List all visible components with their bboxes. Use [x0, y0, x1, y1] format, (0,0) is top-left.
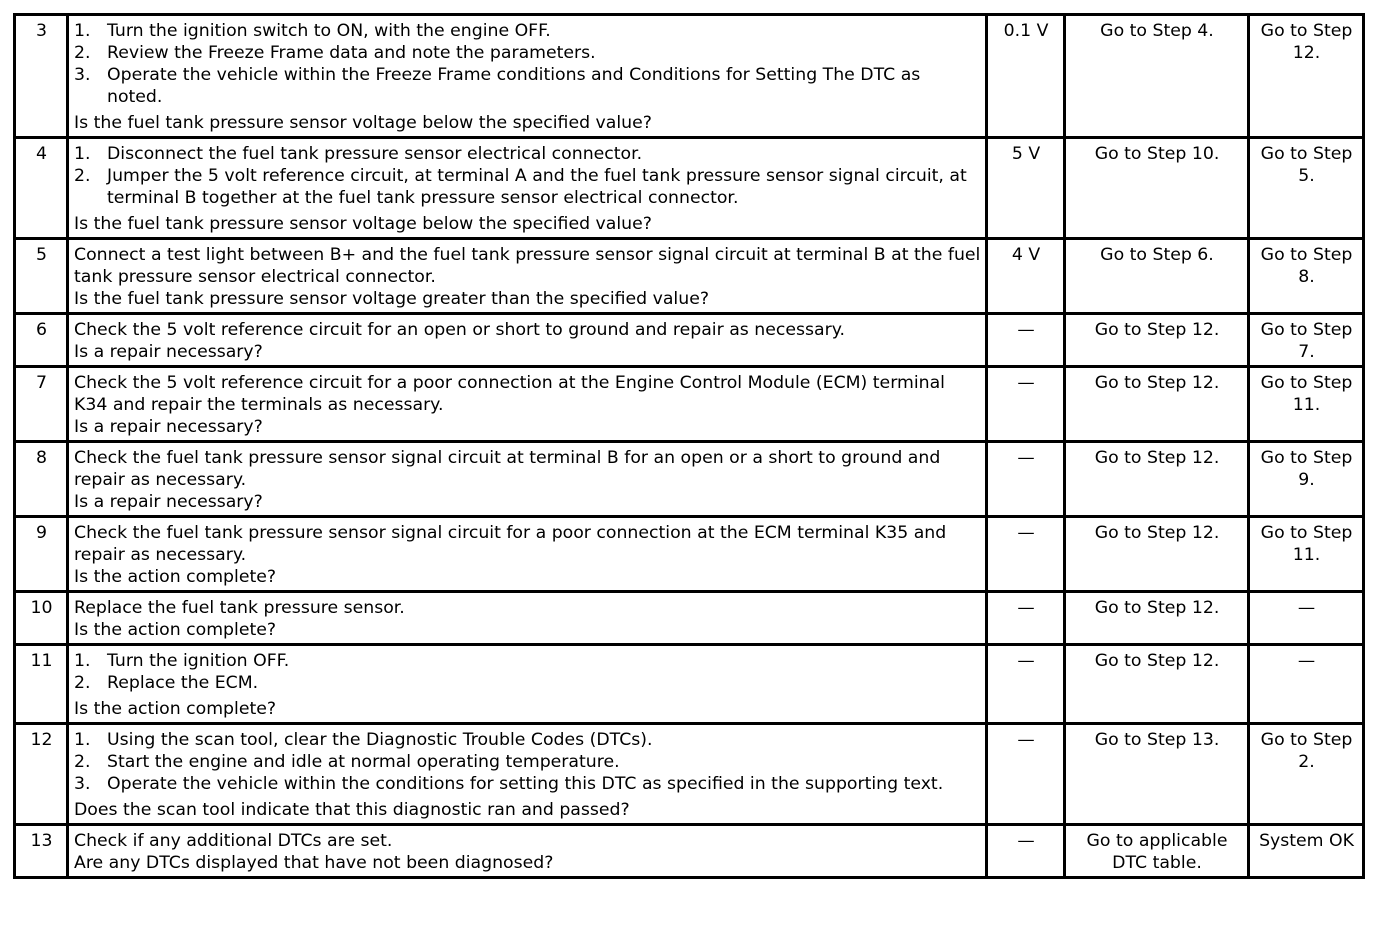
action-text-line: Are any DTCs displayed that have not been diagnosed? — [74, 853, 554, 873]
spec-value: — — [987, 825, 1065, 878]
action-item-number: 3. — [74, 65, 91, 85]
action-list-item — [74, 650, 981, 672]
step-action — [68, 825, 987, 878]
action-item-text: Replace the ECM. — [107, 673, 259, 693]
table-row — [15, 239, 1364, 314]
action-text-line: Connect a test light between B+ and the fuel tank pressure sensor signal circuit at terminal B at the fuel tank pressure sensor electrical connector. — [74, 245, 981, 287]
step-number: 8 — [15, 442, 68, 517]
action-list-item — [74, 64, 981, 108]
action-text-line: Is the action complete? — [74, 620, 277, 640]
yes-result: Go to Step 12. — [1065, 517, 1249, 592]
spec-value: — — [987, 645, 1065, 724]
action-text-line: Check the 5 volt reference circuit for an open or short to ground and repair as necessary. — [74, 320, 845, 340]
action-list-item — [74, 143, 981, 165]
action-text-line: Replace the fuel tank pressure sensor. — [74, 598, 405, 618]
yes-result: Go to Step 12. — [1065, 314, 1249, 367]
action-item-text: Jumper the 5 volt reference circuit, at terminal A and the fuel tank pressure sensor signal circuit, at terminal B together at the fuel tank pressure sensor electrical connector. — [107, 166, 967, 208]
action-item-number: 1. — [74, 730, 91, 750]
no-result: Go to Step 8. — [1249, 239, 1364, 314]
action-list-item — [74, 751, 981, 773]
action-item-number: 1. — [74, 144, 91, 164]
action-text-line: Is a repair necessary? — [74, 417, 263, 437]
no-result: Go to Step 5. — [1249, 138, 1364, 239]
no-result: System OK — [1249, 825, 1364, 878]
spec-value: — — [987, 592, 1065, 645]
yes-result: Go to applicable DTC table. — [1065, 825, 1249, 878]
no-result: Go to Step 11. — [1249, 517, 1364, 592]
no-result: Go to Step 12. — [1249, 15, 1364, 138]
table-row — [15, 645, 1364, 724]
yes-result: Go to Step 4. — [1065, 15, 1249, 138]
action-item-text: Review the Freeze Frame data and note the parameters. — [107, 43, 596, 63]
table-row — [15, 367, 1364, 442]
action-item-number: 1. — [74, 21, 91, 41]
step-number: 7 — [15, 367, 68, 442]
action-item-number: 2. — [74, 43, 91, 63]
action-list-item — [74, 165, 981, 209]
action-item-text: Turn the ignition OFF. — [107, 651, 290, 671]
step-number: 6 — [15, 314, 68, 367]
step-action — [68, 592, 987, 645]
table-row — [15, 825, 1364, 878]
no-result: Go to Step 7. — [1249, 314, 1364, 367]
no-result: Go to Step 2. — [1249, 724, 1364, 825]
yes-result: Go to Step 12. — [1065, 442, 1249, 517]
step-action — [68, 724, 987, 825]
action-text-line: Is the action complete? — [74, 567, 277, 587]
spec-value: 4 V — [987, 239, 1065, 314]
no-result: — — [1249, 592, 1364, 645]
spec-value: — — [987, 724, 1065, 825]
action-item-number: 3. — [74, 774, 91, 794]
diagnostic-table-body — [15, 15, 1364, 878]
spec-value: — — [987, 517, 1065, 592]
action-item-text: Operate the vehicle within the conditions for setting this DTC as specified in the supporting text. — [107, 774, 944, 794]
table-row — [15, 314, 1364, 367]
action-item-text: Turn the ignition switch to ON, with the engine OFF. — [107, 21, 551, 41]
diagnostic-table — [13, 13, 1365, 879]
table-row — [15, 592, 1364, 645]
action-item-text: Start the engine and idle at normal operating temperature. — [107, 752, 620, 772]
action-list-item — [74, 20, 981, 42]
step-action — [68, 239, 987, 314]
no-result: Go to Step 11. — [1249, 367, 1364, 442]
step-number: 10 — [15, 592, 68, 645]
action-text-line: Check if any additional DTCs are set. — [74, 831, 393, 851]
spec-value: 0.1 V — [987, 15, 1065, 138]
yes-result: Go to Step 12. — [1065, 592, 1249, 645]
yes-result: Go to Step 12. — [1065, 645, 1249, 724]
action-list-item — [74, 42, 981, 64]
step-number: 12 — [15, 724, 68, 825]
action-text-line: Is a repair necessary? — [74, 342, 263, 362]
table-row — [15, 517, 1364, 592]
step-number: 9 — [15, 517, 68, 592]
step-number: 11 — [15, 645, 68, 724]
action-text-line: Is a repair necessary? — [74, 492, 263, 512]
action-item-text: Operate the vehicle within the Freeze Frame conditions and Conditions for Setting The DTC as noted. — [107, 65, 921, 107]
step-question: Is the action complete? — [74, 699, 277, 719]
spec-value: 5 V — [987, 138, 1065, 239]
action-list-item — [74, 729, 981, 751]
table-row — [15, 724, 1364, 825]
yes-result: Go to Step 13. — [1065, 724, 1249, 825]
step-number: 3 — [15, 15, 68, 138]
action-item-text: Using the scan tool, clear the Diagnostic Trouble Codes (DTCs). — [107, 730, 653, 750]
step-action — [68, 138, 987, 239]
action-list-item — [74, 672, 981, 694]
step-action — [68, 314, 987, 367]
table-row — [15, 15, 1364, 138]
yes-result: Go to Step 12. — [1065, 367, 1249, 442]
action-item-number: 1. — [74, 651, 91, 671]
step-action — [68, 645, 987, 724]
step-question: Does the scan tool indicate that this diagnostic ran and passed? — [74, 800, 630, 820]
step-number: 13 — [15, 825, 68, 878]
no-result: — — [1249, 645, 1364, 724]
spec-value: — — [987, 314, 1065, 367]
action-item-number: 2. — [74, 673, 91, 693]
action-item-number: 2. — [74, 752, 91, 772]
step-question: Is the fuel tank pressure sensor voltage below the specified value? — [74, 214, 652, 234]
action-text-line: Is the fuel tank pressure sensor voltage greater than the specified value? — [74, 289, 709, 309]
action-list-item — [74, 773, 981, 795]
table-row — [15, 138, 1364, 239]
yes-result: Go to Step 6. — [1065, 239, 1249, 314]
step-action — [68, 517, 987, 592]
step-action — [68, 15, 987, 138]
yes-result: Go to Step 10. — [1065, 138, 1249, 239]
step-number: 5 — [15, 239, 68, 314]
action-text-line: Check the 5 volt reference circuit for a poor connection at the Engine Control Module (ECM) terminal K34 and repair the terminals as necessary. — [74, 373, 945, 415]
no-result: Go to Step 9. — [1249, 442, 1364, 517]
spec-value: — — [987, 367, 1065, 442]
action-text-line: Check the fuel tank pressure sensor signal circuit at terminal B for an open or a short to ground and repair as necessary. — [74, 448, 941, 490]
step-action — [68, 367, 987, 442]
action-item-number: 2. — [74, 166, 91, 186]
table-row — [15, 442, 1364, 517]
action-text-line: Check the fuel tank pressure sensor signal circuit for a poor connection at the ECM terminal K35 and repair as necessary. — [74, 523, 947, 565]
spec-value: — — [987, 442, 1065, 517]
step-question: Is the fuel tank pressure sensor voltage below the specified value? — [74, 113, 652, 133]
step-action — [68, 442, 987, 517]
step-number: 4 — [15, 138, 68, 239]
action-item-text: Disconnect the fuel tank pressure sensor electrical connector. — [107, 144, 643, 164]
